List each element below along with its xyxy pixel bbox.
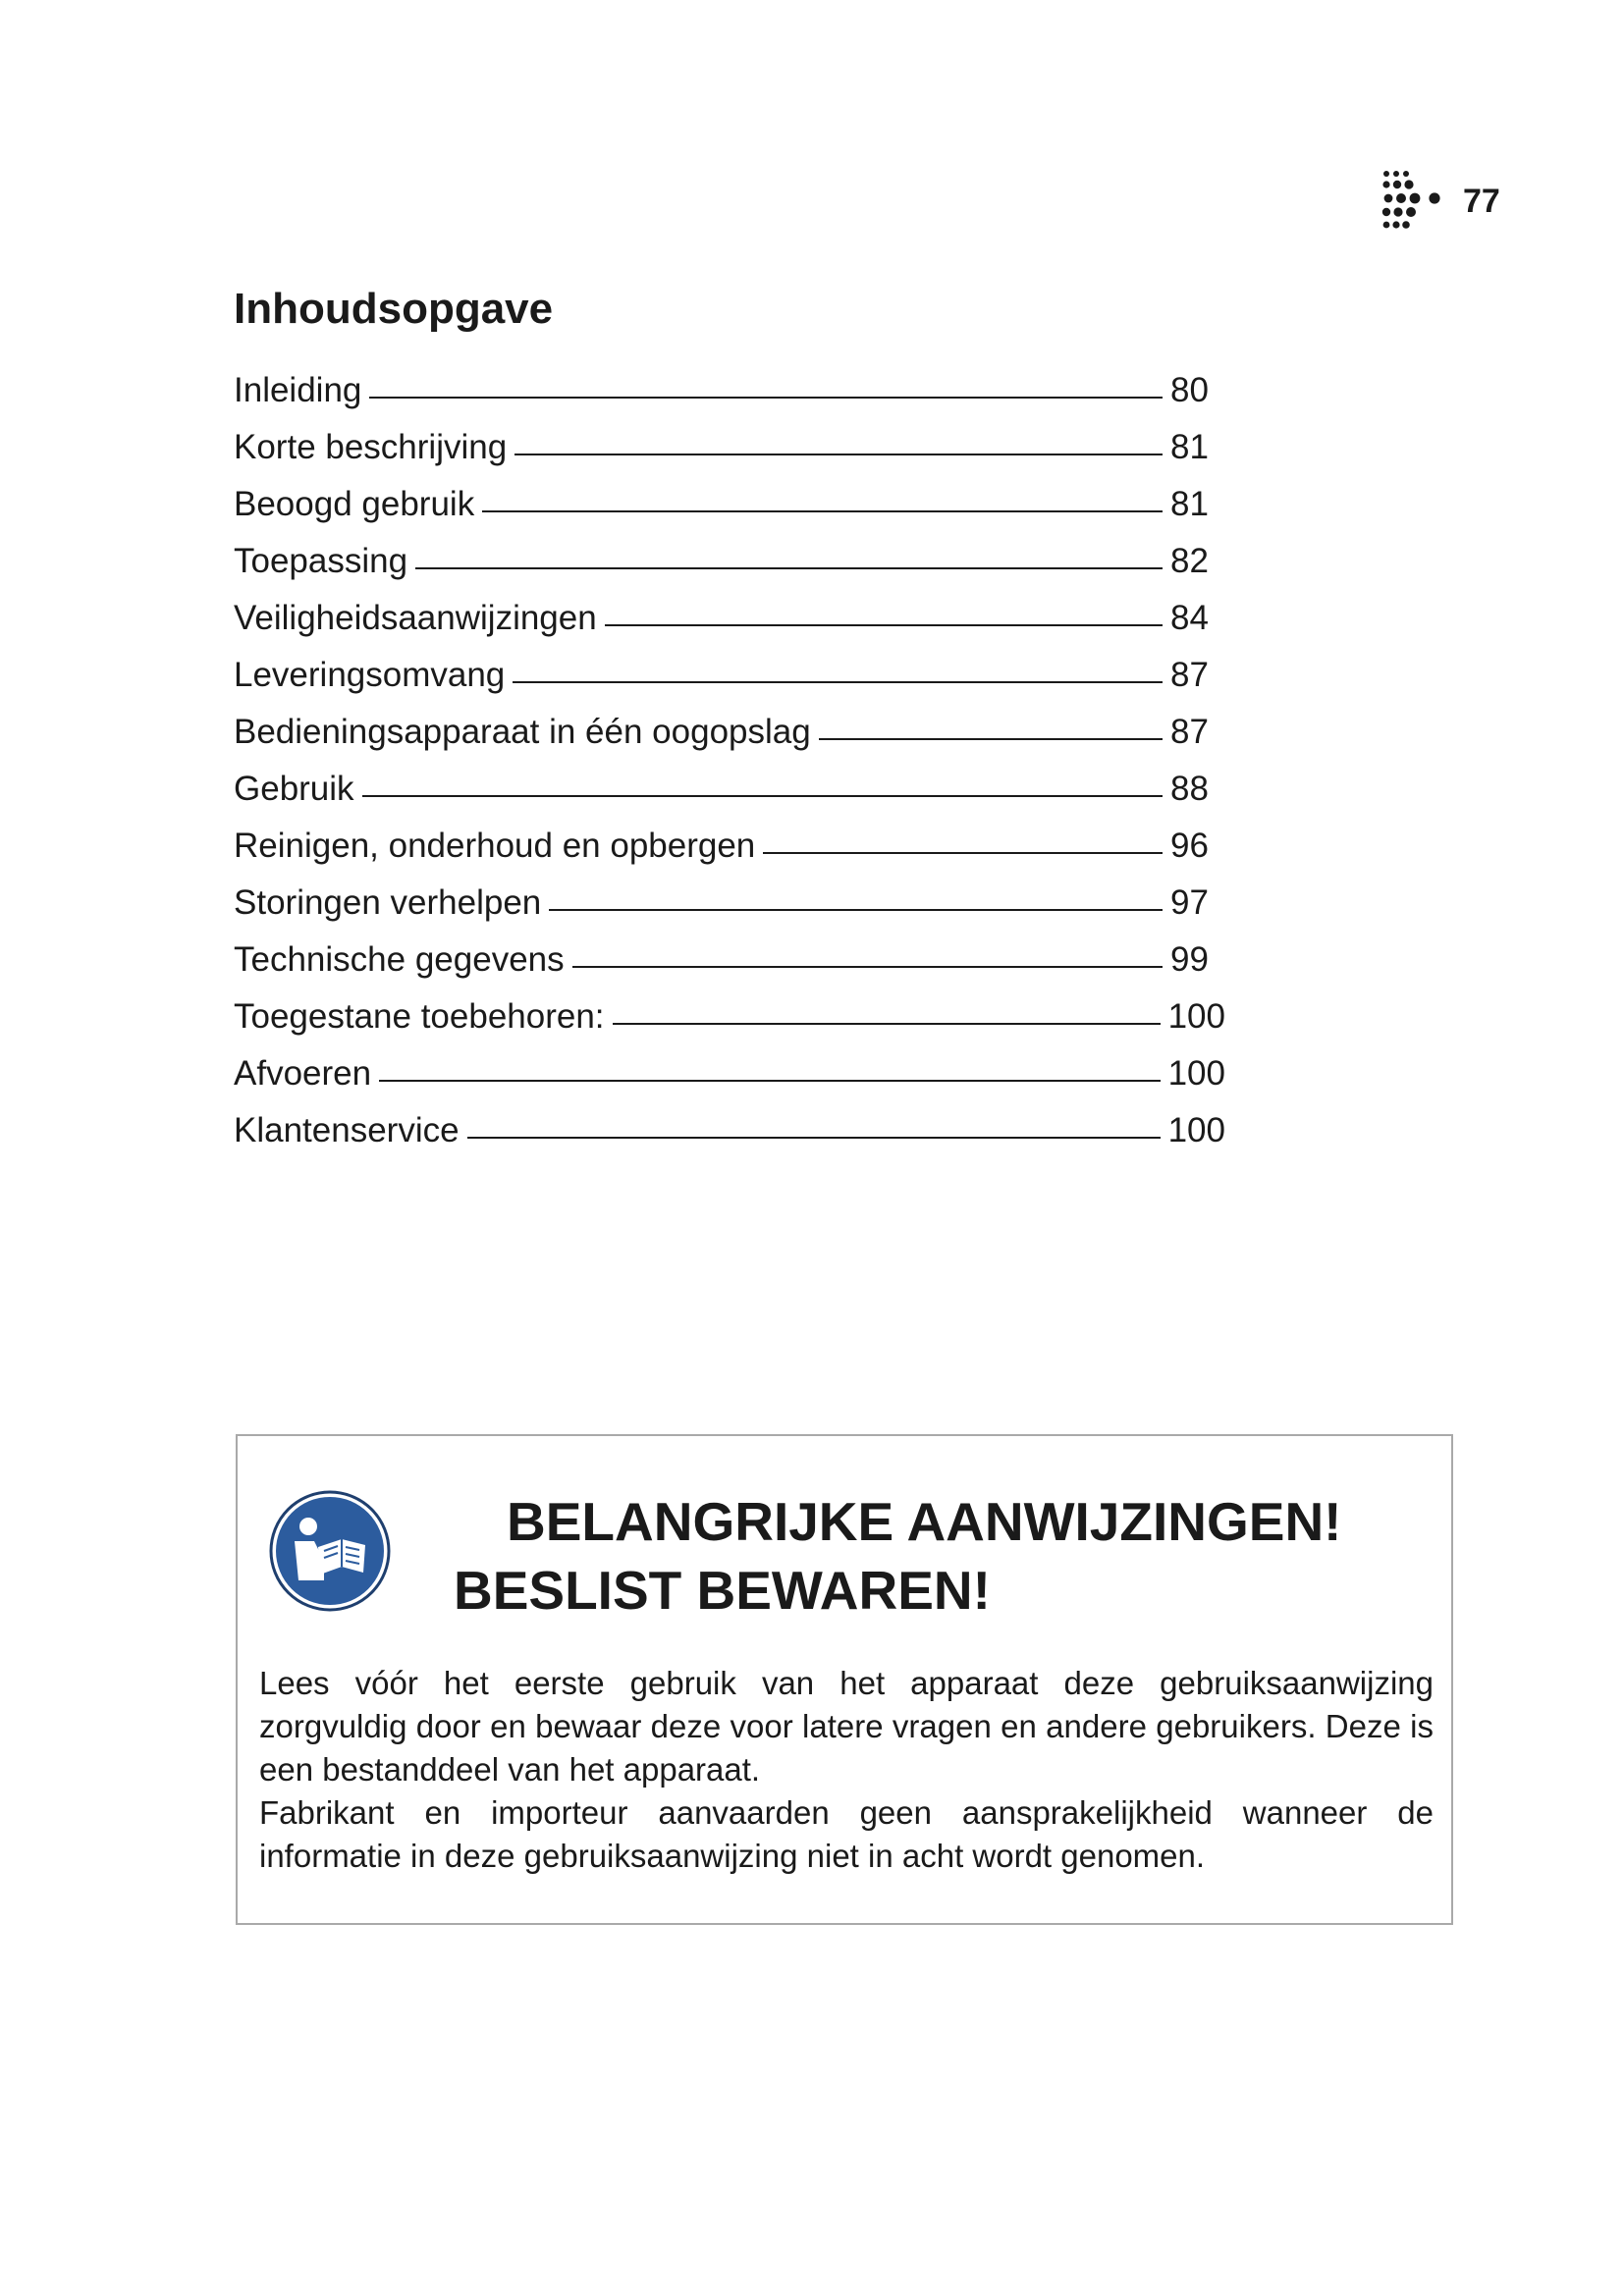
toc-item-label: Inleiding <box>234 371 362 409</box>
toc-item-label: Klantenservice <box>234 1111 460 1149</box>
notice-heading-line2: BESLIST BEWAREN! <box>454 1560 991 1621</box>
page-number: 77 <box>1463 182 1500 220</box>
toc-item-afvoeren[interactable] <box>234 1037 1225 1094</box>
toc-item-page: 100 <box>1167 1054 1225 1093</box>
important-notice-box <box>236 1434 1453 1925</box>
toc-item-page: 88 <box>1170 770 1209 808</box>
read-manual-icon <box>269 1490 391 1612</box>
table-of-contents <box>234 353 1225 1150</box>
toc-item-page: 100 <box>1167 1111 1225 1149</box>
toc-item-korte-beschrijving[interactable] <box>234 410 1225 467</box>
notice-heading-line1: BELANGRIJKE AANWIJZINGEN! <box>507 1491 1342 1552</box>
toc-item-label: Storingen verhelpen <box>234 883 542 922</box>
toc-item-page: 97 <box>1170 883 1209 922</box>
toc-leader-line <box>763 851 1163 854</box>
toc-item-page: 96 <box>1170 827 1209 865</box>
toc-item-toepassing[interactable] <box>234 524 1225 581</box>
toc-item-page: 87 <box>1170 656 1209 694</box>
toc-item-label: Leveringsomvang <box>234 656 506 694</box>
toc-item-page: 100 <box>1167 997 1225 1036</box>
toc-leader-line <box>513 680 1163 683</box>
toc-leader-line <box>415 566 1163 569</box>
toc-item-label: Toegestane toebehoren: <box>234 997 605 1036</box>
dot-pattern-icon <box>1380 169 1445 234</box>
toc-item-label: Veiligheidsaanwijzingen <box>234 599 597 637</box>
toc-item-storingen[interactable] <box>234 866 1225 923</box>
toc-leader-line <box>379 1079 1161 1082</box>
toc-item-label: Beoogd gebruik <box>234 485 475 523</box>
toc-item-page: 81 <box>1170 485 1209 523</box>
toc-item-page: 84 <box>1170 599 1209 637</box>
toc-item-label: Korte beschrijving <box>234 428 508 466</box>
toc-item-label: Afvoeren <box>234 1054 372 1093</box>
toc-title: Inhoudsopgave <box>234 285 554 333</box>
toc-item-label: Gebruik <box>234 770 354 808</box>
toc-item-klantenservice[interactable] <box>234 1094 1225 1150</box>
toc-leader-line <box>819 737 1163 740</box>
notice-paragraph: Lees vóór het eerste gebruik van het apparaat deze gebruiksaanwijzing zorgvuldig door en bewaar deze voor latere vragen en andere gebruikers. Deze is een bestanddeel van het apparaat. <box>259 1665 1434 1788</box>
toc-item-veiligheidsaanwijzingen[interactable] <box>234 581 1225 638</box>
toc-item-page: 87 <box>1170 713 1209 751</box>
toc-leader-line <box>514 453 1163 455</box>
toc-item-page: 81 <box>1170 428 1209 466</box>
toc-leader-line <box>467 1136 1161 1139</box>
toc-item-page: 99 <box>1170 940 1209 979</box>
toc-leader-line <box>369 396 1163 399</box>
toc-leader-line <box>605 623 1163 626</box>
toc-item-label: Reinigen, onderhoud en opbergen <box>234 827 756 865</box>
notice-body <box>259 1662 1434 1878</box>
toc-leader-line <box>549 908 1163 911</box>
toc-item-bedieningsapparaat[interactable] <box>234 695 1225 752</box>
page-header <box>1380 169 1500 234</box>
toc-item-page: 80 <box>1170 371 1209 409</box>
toc-item-beoogd-gebruik[interactable] <box>234 467 1225 524</box>
toc-item-toebehoren[interactable] <box>234 980 1225 1037</box>
toc-leader-line <box>572 965 1163 968</box>
notice-heading <box>454 1487 1435 1625</box>
toc-item-page: 82 <box>1170 542 1209 580</box>
toc-item-inleiding[interactable] <box>234 353 1225 410</box>
toc-item-technische-gegevens[interactable] <box>234 923 1225 980</box>
toc-item-reinigen[interactable] <box>234 809 1225 866</box>
toc-item-leveringsomvang[interactable] <box>234 638 1225 695</box>
toc-item-label: Bedieningsapparaat in één oogopslag <box>234 713 811 751</box>
toc-leader-line <box>362 794 1163 797</box>
toc-leader-line <box>613 1022 1161 1025</box>
toc-item-gebruik[interactable] <box>234 752 1225 809</box>
notice-paragraph: Fabrikant en importeur aanvaarden geen aansprakelijkheid wanneer de informatie in deze gebruiksaanwijzing niet in acht wordt genomen. <box>259 1794 1434 1874</box>
toc-item-label: Toepassing <box>234 542 408 580</box>
toc-item-label: Technische gegevens <box>234 940 565 979</box>
toc-leader-line <box>482 509 1163 512</box>
